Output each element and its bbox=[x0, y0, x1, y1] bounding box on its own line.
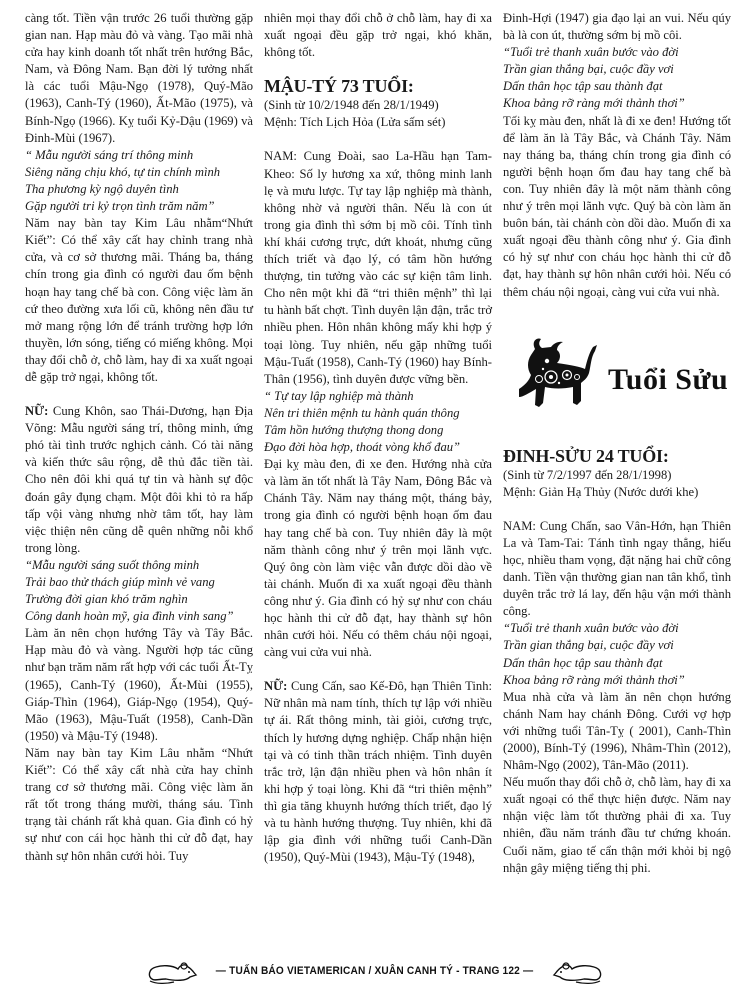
verse-line: Công danh hoàn mỹ, gia đình vinh sang” bbox=[25, 609, 234, 624]
verse-line: “Mẫu người sáng suốt thông minh bbox=[25, 557, 200, 572]
paragraph: NAM: Cung Đoài, sao La-Hầu hạn Tam-Kheo: Số ly hương xa xứ, thông minh lanh lẹ và mưu lược. Tự tay lập nghiệp mà thành, không nhờ vả người thân. Nếu là con út trong gia đình thì sớm bị mồ côi. Tính tình khí khái cương trực, dứt khoát, nhưng cũng thích triết và đạo lý, có tâm hồn hướng thượng, tin tưởng vào các sự kiện tâm linh. Cho nên một khi đã “tri thiên mệnh” thì lại tu hành bất chợt. Tình duyên lận đận, trắc trở nhiều phen. Hôn nhân không mấy khi hợp ý toại lòng. Tuy nhiên, nếu gặp những tuổi Mậu-Tuất (1958), Canh-Tý (1960) hay Bính-Thân (1956), tình duyên được vững bền. bbox=[264, 149, 492, 386]
paragraph: Tối kỵ màu đen, nhất là đi xe đen! Hướng tốt để làm ăn là Tây Bắc, và Chánh Tây. Năm nay tháng ba, tháng chín trong gia đình có người bệnh hoạn ốm đau hay tang chế bà con. Tuy nhiên đây là một năm thành công như ý trên mọi lãnh vực. Quý bà còn làm ăn buôn bán, tài chánh còn dồi dào. Muốn đi xa xuất ngoại đều thành công như ý. Gia đình có hỷ sự như con cháu học hành thi cử đỗ đạt, hay thành sự hôn nhân cưới hỏi. Nếu có thêm cháu nội ngoại, càng vui cửa vui nhà. bbox=[503, 113, 731, 299]
zodiac-title: Tuổi Sửu bbox=[608, 362, 729, 396]
verse bbox=[25, 147, 253, 215]
verse-line: Siêng năng chịu khó, tự tin chính mình bbox=[25, 164, 221, 179]
footer-text: — TUẤN BÁO VIETAMERICAN / XUÂN CANH TÝ - TRANG 122 — bbox=[216, 965, 534, 977]
paragraph: Đại kỵ màu đen, đi xe đen. Hướng nhà cửa và làm ăn tốt nhất là Tây Nam, Đông Bắc và Chánh Tây. Năm nay tháng một, tháng bảy, trong gia đình có người bệnh hoạn ốm đau hay tang chế bà con. Tuy nhiên đây là một năm thành công như ý trên mọi lãnh vực. Quý ông còn làm việc vẫn được dồi dào về tài chánh. Muốn đi xa xuất ngoại đều thành công như ý. Gia đình có hỷ sự như con cháu học hành thi cử đỗ đạt, hay thành sự hôn nhân cưới hỏi. Nếu có thêm cháu nội ngoại, càng vui cửa vui nhà. bbox=[264, 457, 492, 660]
element-menh: Mệnh: Tích Lịch Hỏa (Lửa sấm sét) bbox=[264, 115, 446, 130]
mouse-icon bbox=[552, 957, 604, 985]
mouse-icon bbox=[146, 957, 198, 985]
element-menh: Mệnh: Giản Hạ Thủy (Nước dưới khe) bbox=[503, 484, 699, 499]
verse-line: “ Mẫu người sáng trí thông minh bbox=[25, 147, 194, 162]
paragraph: Mua nhà cửa và làm ăn nên chọn hướng chánh Nam hay chánh Đông. Cưới vợ hợp với những tuổi Tân-Tỵ ( 2001), Canh-Thìn (2000), Bính-Tý (1996), Nhâm-Thìn (2012), Nhâm-Ngọ (2002), Tân-Mão (2011). bbox=[503, 689, 731, 773]
verse bbox=[503, 620, 731, 688]
paragraph-text: Cung Cấn, sao Kế-Đô, hạn Thiên Tinh: Nữ nhân mà nam tính, thích tự lập với nhiều tự ái. Rất thông minh, tài giỏi, cương trực, thích ly hương dựng nghiệp. Chấp nhận hiện tại và có tinh thần trách nhiệm. Tình duyên trắc trở, lận đận nhiều phen và hôn nhân ít khi hợp ý toại lòng. Khi đã “tri thiên mệnh” thì gia tăng khuynh hướng thích triết, đạo lý và tu hành hướng thượng. Tuy nhiên, khi đã lập gia đình với những tuổi Canh-Dần (1950), Quý-Mùi (1943), Mậu-Tý (1948), bbox=[264, 679, 492, 865]
verse-line: Dấn thân học tập sau thành đạt bbox=[503, 655, 663, 670]
verse bbox=[503, 44, 731, 112]
verse-line: Trải bao thử thách giúp mình vẻ vang bbox=[25, 575, 215, 589]
verse-line: Tha phương kỳ ngộ duyên tình bbox=[25, 181, 179, 196]
verse-line: Trường đời gian khó trăm nghìn bbox=[25, 592, 188, 607]
column-2 bbox=[264, 10, 492, 866]
paragraph: Nếu muốn thay đổi chỗ ở, chỗ làm, hay đi xa xuất ngoại có thể thực hiện được. Năm nay nhận việc làm tốt thường phải đi xa. Tuy nhiên, đầu năm tránh đầu tư chứng khoán. Cuối năm, giao tế cẩn thận mới khỏi bị ngộ nhận gây miệng tiếng thị phi. bbox=[503, 775, 731, 875]
verse-line: “Tuổi trẻ thanh xuân bước vào đời bbox=[503, 45, 679, 60]
verse-line: Tâm hồn hướng thượng thong dong bbox=[264, 422, 444, 437]
birth-range: (Sinh từ 7/2/1997 đến 28/1/1998) bbox=[503, 467, 672, 482]
verse bbox=[264, 388, 492, 456]
paragraph: Làm ăn nên chọn hướng Tây và Tây Bắc. Hạp màu đỏ và vàng. Người hợp tác cũng như bạn trăm năm rất hợp với các tuổi Ất-Tỵ (1965), Canh-Tý (1960), Ất-Mùi (1955), Giáp-Thìn (1964), Giáp-Ngọ (1954), Quý-Mão (1963), Mậu-Tuất (1958), Canh-Dần (1950) và Mậu-Tý (1948). bbox=[25, 626, 253, 743]
paragraph: càng tốt. Tiền vận trước 26 tuổi thường gặp gian nan. Hạp màu đỏ và vàng. Tạo mãi nhà cửa hay kinh doanh tốt nhất trên hướng Bắc, Nam, và Đông Nam. Bạn đời lý tưởng nhất là các tuổi Mậu-Ngọ (1978), Quý-Mão (1963), Canh-Tý (1960), Ất-Mão (1975), và Bính-Ngọ (1966). Kỵ tuổi Kỷ-Dậu (1969) và Đinh-Mùi (1967). bbox=[25, 11, 253, 145]
verse-line: Gặp người tri kỷ trọn tình trăm năm” bbox=[25, 199, 215, 214]
paragraph: Năm nay bàn tay Kim Lâu nhằm“Nhứt Kiết”: Có thể xây cất hay chỉnh trang nhà cửa, và cơ sở thương mãi. Tháng ba, tháng chín trong gia đình có người đau ốm bệnh hoạn hay tang chế bà con. Công việc làm ăn cứ theo đường xưa lối cũ, không nên đầu tư mở mang rộng lớn để tránh trường hợp lớn thuyền, lớn sóng, tiếng có miếng không. Mọi thay đổi chỗ ở, chỗ làm, hay đi xa xuất ngoại dễ gặp trở ngại, không tốt. bbox=[25, 216, 253, 384]
paragraph: Năm nay bàn tay Kim Lâu nhằm “Nhứt Kiết”: Có thể xây cất nhà cửa hay chỉnh trang cơ sở thương mãi. Công việc làm ăn rất tốt trong tháng mười, tháng sáu. Tình trạng tài chánh rất khả quan. Gia đình có hỷ sự như con cái học hành thi cử đỗ đạt, hay thành sự hôn nhân cưới hỏi. Tuy bbox=[25, 745, 253, 863]
paragraph-text: Cung Khôn, sao Thái-Dương, hạn Địa Võng: Mẫu người sáng trí, thông minh, ứng phó tài tình trước nghịch cảnh. Có tài năng và kiến thức sâu rộng, dễ thủ đắc tiền tài. Cho nên đôi khi quá tự tin và hành sự độc đoán gây đụng chạm. Một đôi khi tỏ ra hấp tấp vội vàng nhưng nhờ tâm tốt, hay làm việc thiện nên cũng dễ quên những nỗi khổ trong lòng. bbox=[25, 404, 253, 555]
paragraph: nhiên mọi thay đổi chỗ ở chỗ làm, hay đi xa xuất ngoại đều gặp trở ngại, khó khăn, không tốt. bbox=[264, 11, 492, 60]
birth-range: (Sinh từ 10/2/1948 đến 28/1/1949) bbox=[264, 98, 439, 113]
section-heading: ĐINH-SỬU 24 TUỔI: bbox=[503, 445, 669, 466]
verse-line: Trần gian thắng bại, cuộc đầy vơi bbox=[503, 638, 674, 653]
section-heading: MẬU-TÝ 73 TUỔI: bbox=[264, 76, 414, 97]
ox-icon bbox=[511, 331, 601, 421]
paragraph: NAM: Cung Chấn, sao Vân-Hớn, hạn Thiên La và Tam-Tai: Tánh tình ngay thẳng, hiếu học, nhiều tham vọng, đặt nặng hai chữ công danh. Tiền vận thường gian nan tân khổ, tình duyên trắc trở lá lay, đến hậu vận mới thành công. bbox=[503, 518, 731, 619]
verse-line: Đạo đời hòa hợp, thoát vòng khổ đau” bbox=[264, 440, 461, 455]
verse-line: Khoa bảng rỡ ràng mới thảnh thơi” bbox=[503, 672, 685, 687]
verse-line: Nên tri thiên mệnh tu hành quán thông bbox=[264, 405, 460, 420]
verse bbox=[25, 557, 253, 625]
page-footer bbox=[0, 954, 750, 988]
verse-line: Trần gian thắng bại, cuộc đầy vơi bbox=[503, 62, 674, 77]
verse-line: “ Tự tay lập nghiệp mà thành bbox=[264, 388, 414, 403]
verse-line: Dấn thân học tập sau thành đạt bbox=[503, 79, 663, 94]
paragraph-nu bbox=[25, 403, 253, 557]
verse-line: Khoa bảng rỡ ràng mới thảnh thơi” bbox=[503, 96, 685, 111]
verse-line: “Tuổi trẻ thanh xuân bước vào đời bbox=[503, 621, 679, 636]
nu-label: NỮ: bbox=[25, 404, 49, 419]
zodiac-banner bbox=[503, 331, 731, 431]
column-3 bbox=[503, 10, 731, 877]
nu-label: NỮ: bbox=[264, 679, 288, 694]
paragraph: Đinh-Hợi (1947) gia đạo lại an vui. Nếu qúy bà là con út, thường sớm bị mồ côi. bbox=[503, 11, 731, 43]
column-1 bbox=[25, 10, 253, 865]
paragraph-nu bbox=[264, 678, 492, 866]
